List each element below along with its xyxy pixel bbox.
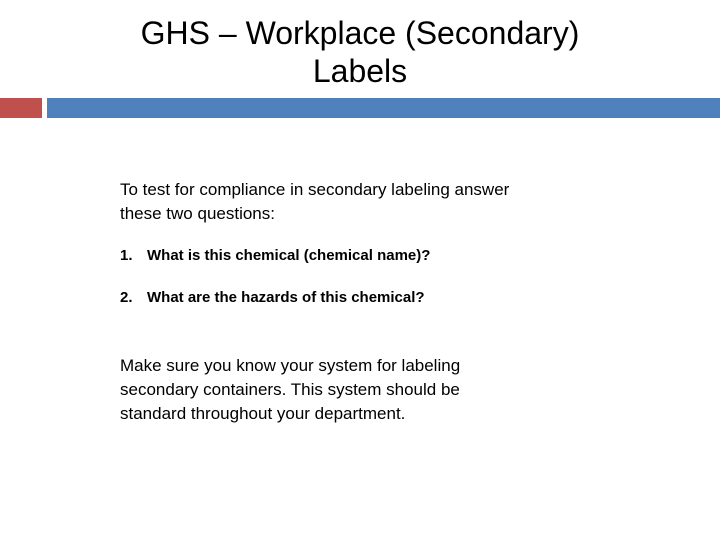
slide-title-line-2: Labels: [312, 53, 408, 89]
intro-line-2: these two questions:: [120, 204, 275, 223]
closing-line-2: secondary containers. This system should be: [120, 380, 460, 399]
closing-line-1: Make sure you know your system for labeling: [120, 356, 461, 375]
accent-bar-red: [0, 98, 42, 118]
question-number: 1.: [120, 247, 133, 264]
closing-text: [120, 354, 610, 426]
question-number: 2.: [120, 289, 133, 306]
question-item: [120, 288, 610, 308]
question-text: What is this chemical (chemical name)?: [147, 247, 431, 264]
slide-title: [40, 14, 680, 90]
question-text: What are the hazards of this chemical?: [147, 289, 425, 306]
question-list: [120, 246, 610, 308]
closing-line-3: standard throughout your department.: [120, 404, 406, 423]
intro-line-1: To test for compliance in secondary labeling answer: [120, 180, 510, 199]
accent-bar-blue: [47, 98, 720, 118]
intro-text: [120, 178, 610, 226]
slide-body: [120, 178, 610, 426]
question-item: [120, 246, 610, 266]
slide-title-line-1: GHS – Workplace (Secondary): [140, 15, 580, 51]
